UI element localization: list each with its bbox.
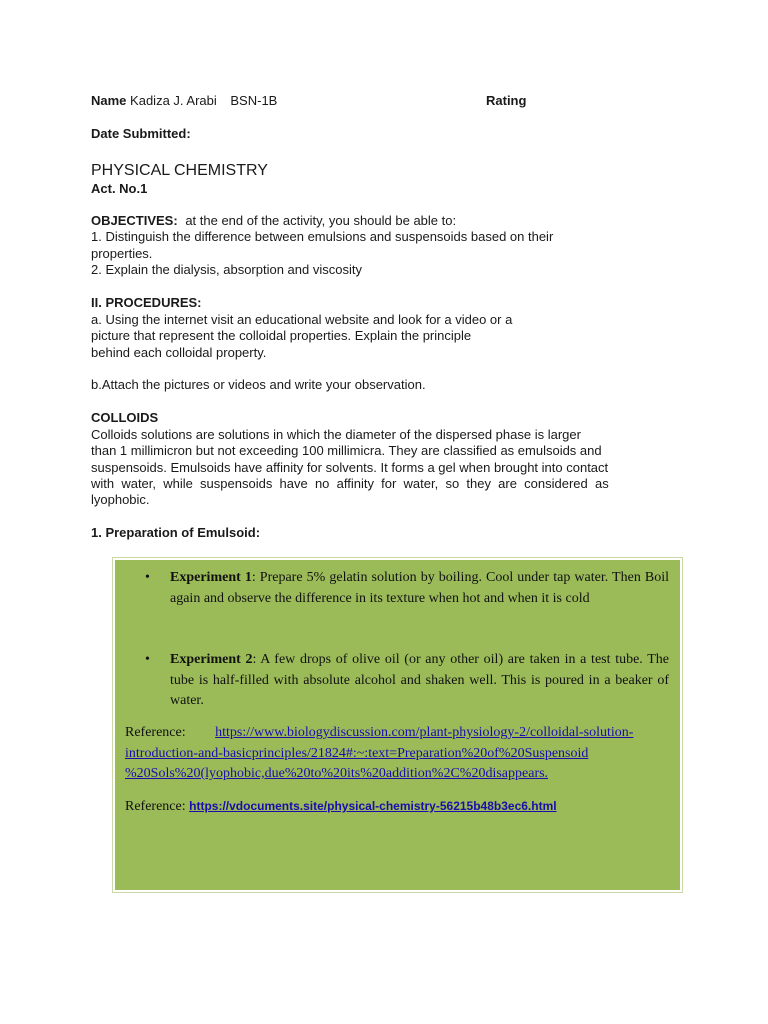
name-value: Kadiza J. Arabi: [130, 93, 217, 108]
reference-1-link[interactable]: https://www.biologydiscussion.com/plant-physiology-2/colloidal-solution-: [215, 725, 634, 740]
experiment-2-text: : A few drops of olive oil (or any other oil) are taken in a test tube. The tube is half-filled with absolute alcohol and shaken well. This is poured in a beaker of water.: [170, 652, 670, 708]
reference-1-link-end[interactable]: %20Sols%20(lyophobic,due%20to%20its%20addition%2C%20disappears.: [125, 766, 549, 781]
procedure-a-line-3: behind each colloidal property.: [91, 344, 267, 360]
objectives-label: OBJECTIVES:: [91, 213, 178, 228]
procedures-heading: II. PROCEDURES:: [91, 295, 202, 310]
colloids-line-2: than 1 millimicron but not exceeding 100 millimicra. They are classified as emulsoids and: [91, 443, 602, 459]
objectives-section: [91, 213, 553, 278]
reference-1-label: Reference:: [125, 725, 186, 740]
reference-2-label: Reference:: [125, 799, 186, 814]
reference-2: [125, 796, 670, 818]
preparation-heading: 1. Preparation of Emulsoid:: [91, 525, 261, 540]
reference-1-link-cont[interactable]: introduction-and-basicprinciples/21824#:~:text=Preparation%20of%20Suspensoid: [125, 745, 589, 761]
objective-item-2: 2. Explain the dialysis, absorption and viscosity: [91, 261, 362, 277]
colloids-line-3: suspensoids. Emulsoids have affinity for solvents. It forms a gel when brought into contact: [91, 459, 609, 475]
experiment-1-label: Experiment 1: [170, 570, 252, 585]
objectives-intro: at the end of the activity, you should be able to:: [185, 213, 457, 228]
procedure-a-line-1: a. Using the internet visit an educational website and look for a video or a: [91, 312, 513, 327]
rating-label: Rating: [486, 93, 527, 108]
colloids-heading: COLLOIDS: [91, 410, 159, 425]
activity-number: Act. No.1: [91, 181, 148, 196]
experiment-2: [170, 650, 669, 712]
reference-1: [125, 723, 670, 785]
reference-2-link[interactable]: https://vdocuments.site/physical-chemistry-56215b48b3ec6.html: [189, 799, 557, 813]
name-line: [91, 93, 277, 109]
name-label: Name: [91, 93, 127, 108]
page-title: PHYSICAL CHEMISTRY: [91, 162, 268, 179]
experiment-2-label: Experiment 2: [170, 652, 253, 667]
bullet-icon: •: [145, 570, 150, 585]
procedure-a: [91, 312, 512, 361]
experiment-1: [170, 568, 669, 609]
colloids-line-1: Colloids solutions are solutions in which the diameter of the dispersed phase is larger: [91, 427, 581, 442]
colloids-line-4: with water, while suspensoids have no affinity for water, so they are considered as: [91, 475, 609, 491]
experiment-1-text: : Prepare 5% gelatin solution by boiling. Cool under tap water. Then Boil again and observe the difference in its texture when hot and when it is cold: [170, 570, 670, 606]
bullet-icon: •: [145, 652, 150, 667]
procedure-a-line-2: picture that represent the colloidal properties. Explain the principle: [91, 328, 472, 344]
experiment-box: [115, 560, 680, 890]
colloids-line-5: lyophobic.: [91, 492, 150, 508]
objective-item-1-cont: properties.: [91, 245, 153, 261]
date-submitted-label: Date Submitted:: [91, 126, 191, 141]
procedure-b: b.Attach the pictures or videos and write your observation.: [91, 377, 426, 392]
section-value: BSN-1B: [230, 93, 278, 108]
colloids-paragraph: [91, 427, 650, 508]
objective-item-1: 1. Distinguish the difference between emulsions and suspensoids based on their: [91, 229, 554, 245]
